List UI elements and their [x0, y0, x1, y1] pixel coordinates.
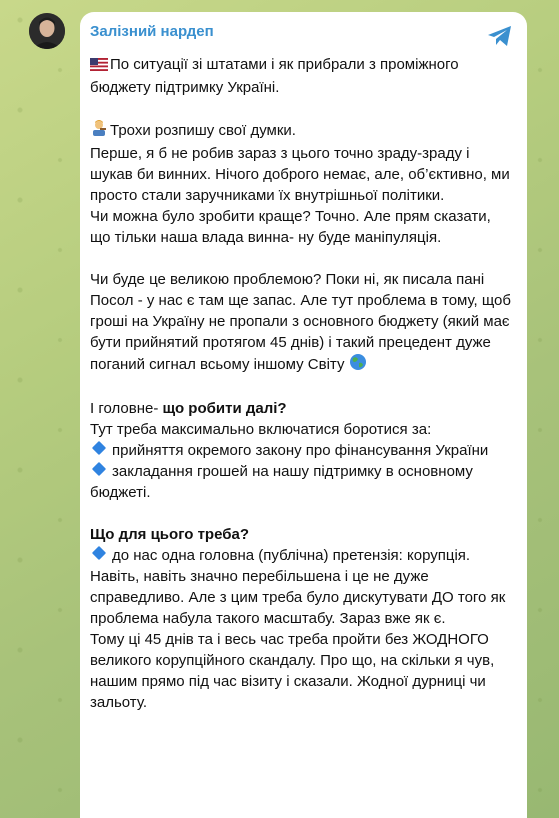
paragraph-1-text: По ситуації зі штатами і як прибрали з проміжного бюджету підтримку Україні.: [90, 56, 459, 96]
message-text: [90, 54, 513, 713]
avatar-portrait: [29, 13, 65, 49]
spacer: [90, 248, 513, 269]
paragraph-4-bold: що робити далі?: [162, 400, 287, 417]
paragraph-5: [90, 524, 513, 713]
paragraph-5-tail: Тому ці 45 днів та і весь час треба пройти без ЖОДНОГО великого корупційного скандалу. Про що, на скільки я чув, нашим прямо під час візиту і сказали. Жодної дурниці чи зальоту.: [90, 631, 495, 711]
bullet-item-3: до нас одна головна (публічна) претензія: корупція. Навіть, навіть значно перебільшена і це не дуже справедливо. Але з цим треба було дискутувати ДО того як проблема набула такого масштабу. Зараз вже як є.: [90, 547, 506, 627]
blue-diamond-emoji: [92, 462, 106, 476]
paragraph-4-line: Тут треба максимально включатися боротися за:: [90, 421, 432, 438]
paragraph-2-first-line: Трохи розпишу свої думки.: [110, 122, 296, 139]
paragraph-1: [90, 54, 513, 98]
writer-emoji: [90, 119, 108, 143]
paragraph-3-text: Чи буде це великою проблемою? Поки ні, як писала пані Посол - у нас є там ще запас. Але тут проблема в тому, щоб гроші на Україну не пропали з основного бюджету (який має бути прийнятий протягом 45 днів) і такий прецедент дуже поганий сигнал всьому іншому Світу: [90, 271, 511, 373]
bullet-item-2: закладання грошей на нашу підтримку в основному бюджеті.: [90, 463, 473, 501]
us-flag-emoji: [90, 56, 108, 77]
paragraph-2-body: Перше, я б не робив зараз з цього точно зраду-зраду і шукав би винних. Нічого доброго немає, але, об’єктивно, ми просто стали заручниками їх внутрішньої політики.: [90, 145, 510, 204]
globe-emoji: [349, 353, 367, 377]
paragraph-4-lead: І головне-: [90, 400, 159, 417]
spacer: [90, 377, 513, 398]
paragraph-3: [90, 269, 513, 377]
paragraph-4: [90, 398, 513, 503]
paragraph-2-question: Чи можна було зробити краще? Точно. Але прям сказати, що тільки наша влада винна- ну буде маніпуляція.: [90, 208, 491, 246]
channel-name[interactable]: Залізний нардеп: [90, 23, 214, 40]
blue-diamond-emoji: [92, 441, 106, 455]
spacer: [90, 503, 513, 524]
share-icon[interactable]: [487, 24, 513, 48]
paragraph-5-heading: Що для цього треба?: [90, 526, 249, 543]
paragraph-2: [90, 119, 513, 248]
blue-diamond-emoji: [92, 546, 106, 560]
spacer: [90, 98, 513, 119]
avatar[interactable]: [29, 13, 65, 49]
bullet-item-1: прийняття окремого закону про фінансування України: [112, 442, 489, 459]
message-bubble: [80, 12, 527, 818]
